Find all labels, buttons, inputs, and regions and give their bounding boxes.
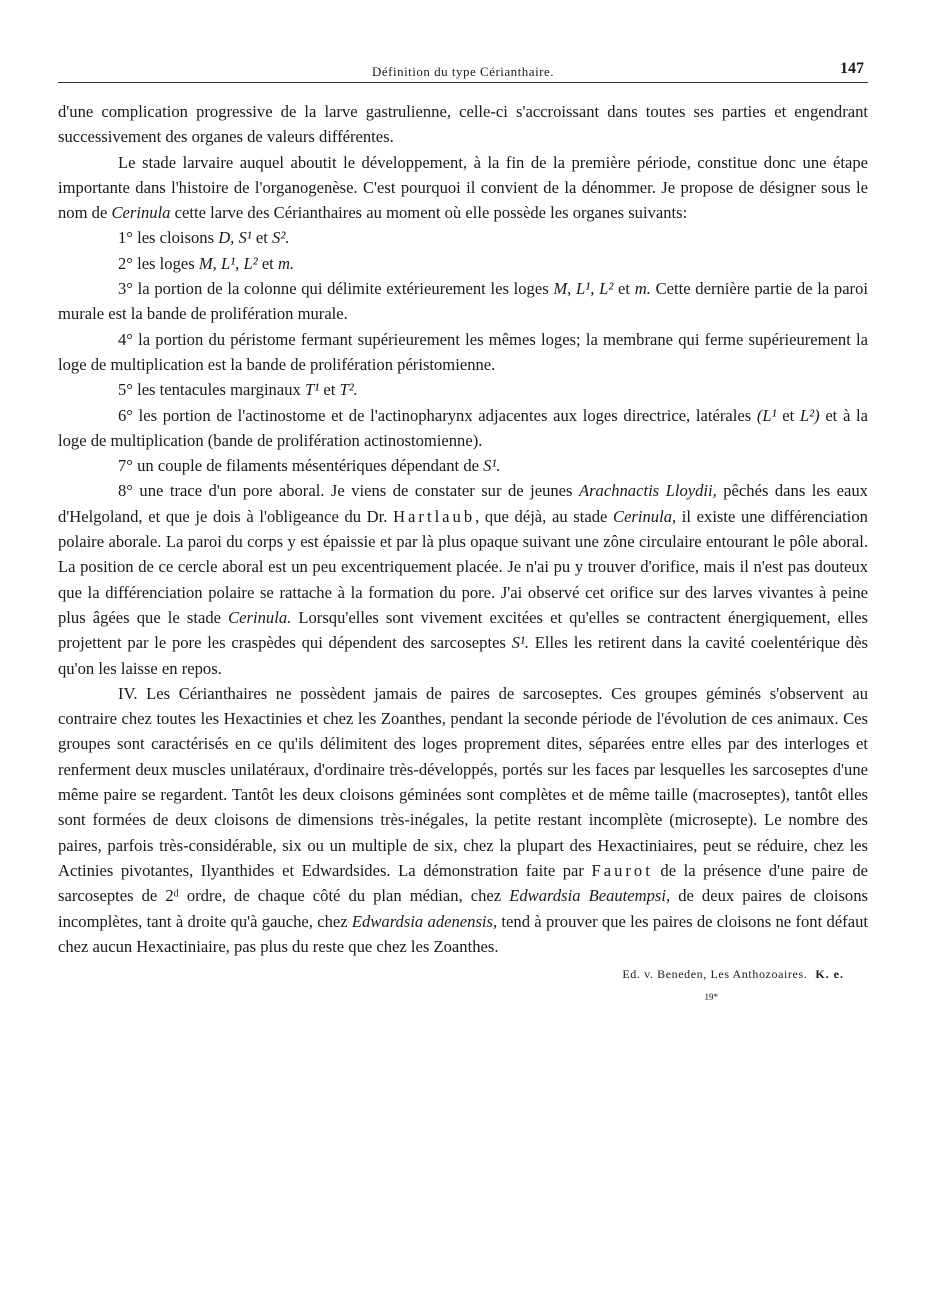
italic-term: Arachnactis Lloydii, (578, 481, 717, 501)
list-item-1 (58, 225, 868, 250)
italic-term: m. (634, 279, 651, 299)
text-run: Cette dernière partie de la paroi murale est la bande de prolifération murale. (58, 279, 868, 324)
footer-citation (58, 967, 868, 982)
text-run: et à la loge de multiplication (bande de prolifération actinostomienne). (58, 405, 868, 450)
paragraph-iv (58, 681, 868, 959)
page (58, 58, 868, 1002)
text-run: et (613, 279, 635, 299)
list-item-2 (58, 251, 868, 276)
text-run: 3° la portion de la colonne qui délimite extérieurement les loges (118, 279, 554, 299)
italic-term: M, L¹, L² (198, 253, 258, 273)
spaced-author-name: Hartlaub (393, 506, 476, 526)
italic-term: Cerinula, (613, 506, 677, 526)
list-item-7 (58, 453, 868, 478)
sheet-mark: 19* (704, 992, 718, 1003)
italic-term: Edwardsia Beautempsi, (509, 886, 671, 906)
text-run: IV. Les Cérianthaires ne possèdent jamais de paires de sarcoseptes. Ces groupes géminés s'observent au contraire chez toutes les Hexactinies et chez les Zoanthes, pendant la seconde période de l'évolution de ces animaux. Ces groupes sont caractérisés en ce qu'ils délimitent des loges proprement dites, séparées entre elles par des interloges et renferment deux muscles unilatéraux, d'ordinaire très-développés, portés sur les faces par lesquelles les sarcoseptes d'une même paire se regardent. Tantôt les deux cloisons géminées sont complètes et de même taille (macroseptes), tantôt elles sont formées de deux cloisons de dimensions très-inégales, la petite restant incomplète (microsepte). Le nombre des paires, parfois très-considérable, six ou un multiple de six, chez la plupart des Hexactiniaires, peut se réduire, chez les Actinies pivotantes, Ilyanthides et Edwardsides. La démonstration faite par (58, 683, 868, 880)
page-number: 147 (840, 60, 864, 77)
text-run: 7° un couple de filaments mésentériques dépendant de (118, 456, 484, 476)
list-item-3 (58, 276, 868, 327)
text-run: Le stade larvaire auquel aboutit le développement, à la fin de la première période, constitue donc une étape importante dans l'histoire de l'organogenèse. C'est pourquoi il convient de la dénommer. Je propose de désigner sous le nom de (58, 152, 868, 223)
text-run: pêchés dans les eaux d'Helgoland, et que je dois à l'obligeance du Dr. (58, 481, 868, 526)
text-run: 2° les loges (118, 253, 199, 273)
list-item-4 (58, 327, 868, 378)
text-run: cette larve des Cérianthaires au moment où elle possède les organes suivants: (170, 203, 688, 223)
text-run: il existe une différenciation polaire aborale. La paroi du corps y est épaissie et par là plus opaque suivant une zône circulaire entourant le pôle aboral. La position de ce cercle aboral est un peu excentriquement placée. Je n'ai pu y trouver d'orifice, mais il n'est pas douteux que la différenciation polaire se rattache à la formation du pore. J'ai observé cet orifice sur des larves vivantes à peine plus âgées que le stade (58, 506, 868, 627)
italic-term: L²) (799, 405, 820, 425)
italic-term: S¹. (483, 456, 501, 476)
list-item-6 (58, 403, 868, 454)
italic-term: Edwardsia adenensis, (351, 911, 498, 931)
text-run: et (251, 228, 273, 248)
text-run: 1° les cloisons (118, 228, 219, 248)
italic-term: S². (272, 228, 290, 248)
spaced-author-name: Faurot (591, 860, 653, 880)
list-item-8 (58, 478, 868, 680)
text-run: 6° les portion de l'actinostome et de l'actinopharynx adjacentes aux loges directrice, latérales (118, 405, 757, 425)
paragraph-cerinula (58, 150, 868, 226)
text-run: de la présence d'une paire de sarcoseptes de 2ᵈ ordre, de chaque côté du plan médian, chez (58, 860, 868, 906)
text-run: Elles les retirent dans la cavité coelentérique dès qu'on les laisse en repos. (58, 633, 868, 678)
text-run: et (319, 380, 340, 400)
running-title: Définition du type Cérianthaire. (371, 64, 555, 79)
text-run: et (776, 405, 800, 425)
italic-term: M, L¹, L² (553, 279, 614, 299)
italic-term: T¹ (304, 380, 320, 400)
header-rule (58, 82, 868, 83)
list-item-5 (58, 377, 868, 402)
text-run: 5° les tentacules marginaux (118, 380, 305, 400)
italic-term: Cerinula (111, 203, 171, 223)
text-run: 8° une trace d'un pore aboral. Je viens de constater sur de jeunes (118, 481, 579, 501)
text-run: d'une complication progressive de la larve gastrulienne, celle-ci s'accroissant dans toutes ses parties et engendrant successivement des organes de valeurs différentes. (58, 102, 868, 147)
text-run: de deux paires de cloisons incomplètes, tant à droite qu'à gauche, chez (58, 886, 868, 931)
text-run: 4° la portion du péristome fermant supérieurement les mêmes loges; la membrane qui ferme supérieurement la loge de multiplication est la bande de prolifération péristomienne. (58, 329, 868, 374)
italic-term: (L¹ (756, 405, 777, 425)
signature-mark: K. e. (815, 967, 844, 982)
paragraph-continuation (58, 99, 868, 150)
running-header (58, 58, 868, 80)
text-run: tend à prouver que les paires de cloisons ne font défaut chez aucun Hexactiniaire, pas plus du reste que chez les Zoanthes. (58, 911, 868, 956)
body-text (58, 99, 868, 959)
italic-term: T². (339, 380, 358, 400)
citation-text: Ed. v. Beneden, Les Anthozoaires. (622, 967, 808, 982)
text-run: , que déjà, au stade (475, 506, 613, 526)
italic-term: D, S¹ (218, 228, 252, 248)
text-run: Lorsqu'elles sont vivement excitées et qu'elles se contractent énergiquement, elles projettent par le pore les craspèdes qui dépendent des sarcoseptes (58, 607, 868, 653)
italic-term: m. (277, 253, 295, 273)
text-run: et (257, 253, 278, 273)
italic-term: S¹. (511, 633, 530, 653)
italic-term: Cerinula. (228, 607, 292, 627)
